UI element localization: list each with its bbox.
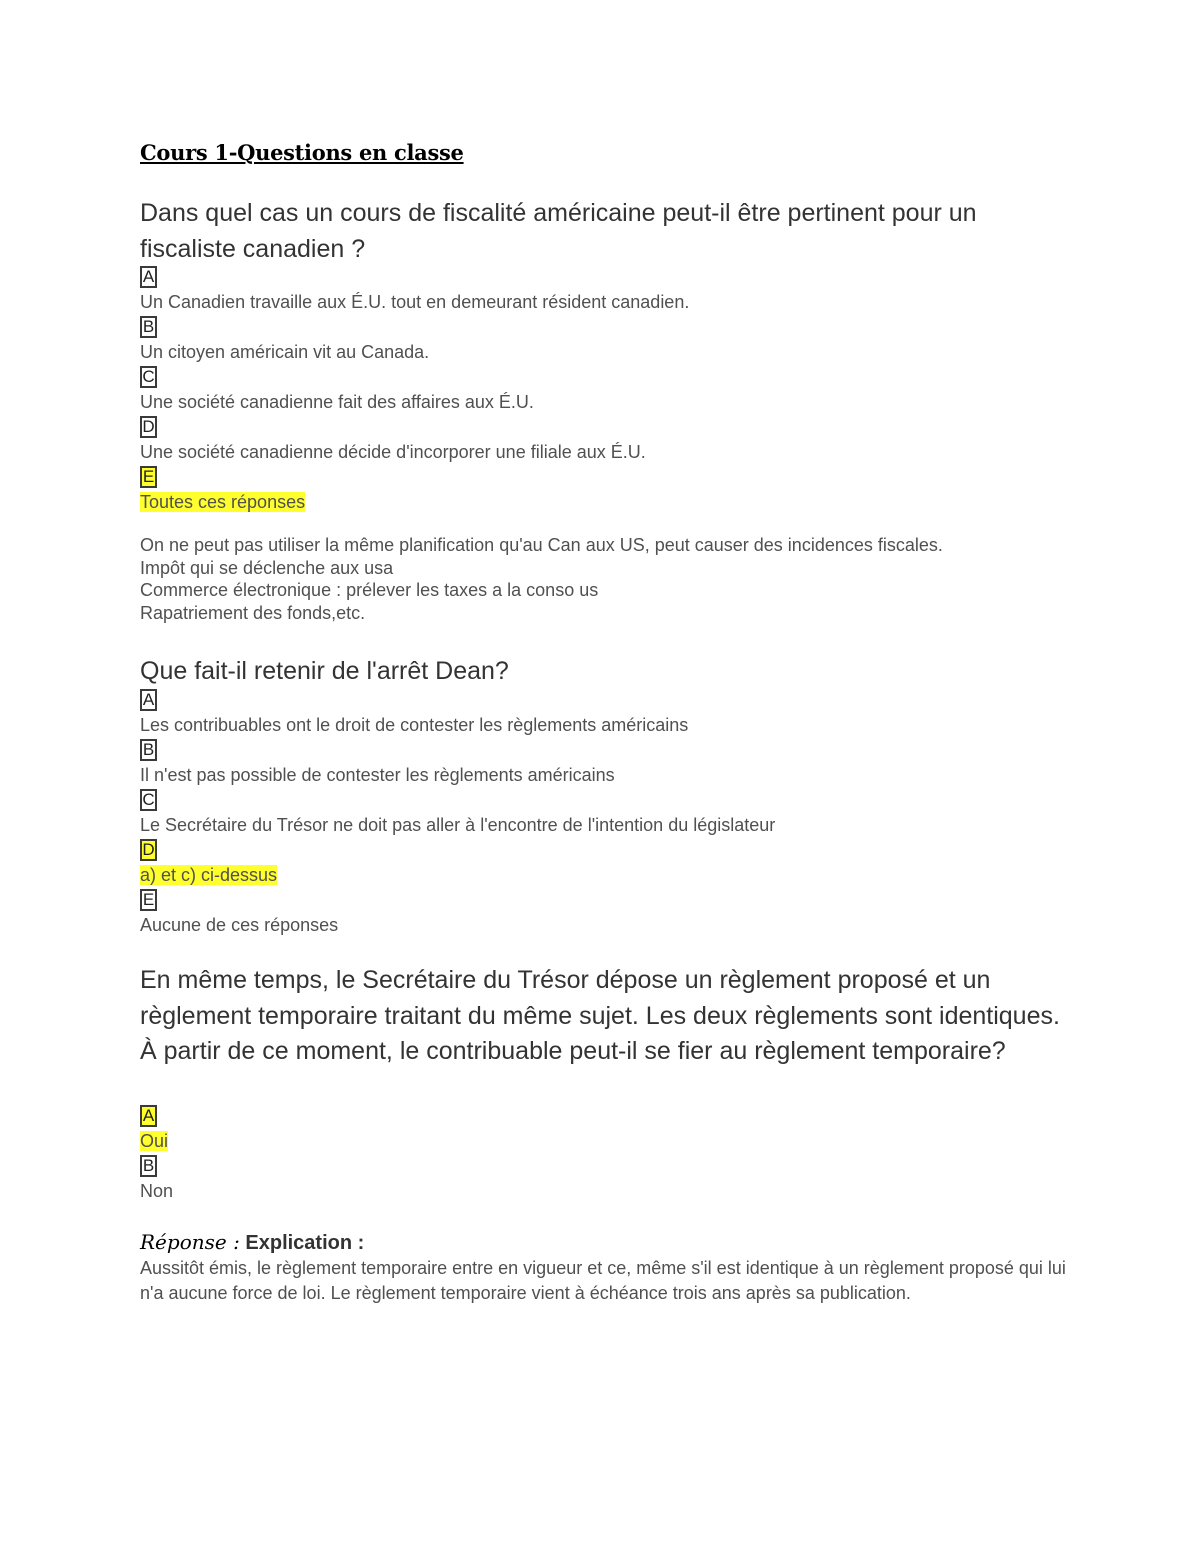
question-3-options bbox=[140, 1104, 1100, 1204]
option-text-a: Un Canadien travaille aux É.U. tout en demeurant résident canadien. bbox=[140, 292, 690, 312]
question-3-text: En même temps, le Secrétaire du Trésor dépose un règlement proposé et un règlement temporaire traitant du même sujet. Les deux règlements sont identiques. À partir de ce moment, le contribuable peut-il se fier au règlement temporaire? bbox=[140, 966, 1060, 1065]
option-letter-b: B bbox=[140, 316, 157, 338]
question-2-text: Que fait-il retenir de l'arrêt Dean? bbox=[140, 657, 509, 685]
explanation-label: Explication : bbox=[245, 1232, 365, 1254]
option-letter-b: B bbox=[140, 739, 157, 761]
option-letter-d: D bbox=[140, 416, 157, 438]
option-text-c: Une société canadienne fait des affaires aux É.U. bbox=[140, 392, 534, 412]
note-line: Impôt qui se déclenche aux usa bbox=[140, 557, 394, 578]
question-1-notes bbox=[140, 534, 1100, 624]
option-text-e: Aucune de ces réponses bbox=[140, 915, 339, 935]
option-text-b: Il n'est pas possible de contester les règlements américains bbox=[140, 765, 615, 785]
correct-option-text-d: a) et c) ci-dessus bbox=[140, 865, 278, 885]
correct-option-letter-e: E bbox=[140, 466, 157, 488]
note-line: Rapatriement des fonds,etc. bbox=[140, 602, 366, 623]
answer-label: Réponse : bbox=[140, 1230, 240, 1254]
correct-option-text-a: Oui bbox=[140, 1131, 169, 1151]
option-text-b: Non bbox=[140, 1181, 174, 1201]
answer-heading bbox=[140, 1230, 364, 1255]
document-title: Cours 1-Questions en classe bbox=[140, 140, 464, 165]
correct-option-letter-a: A bbox=[140, 1105, 157, 1127]
question-1-options bbox=[140, 265, 1100, 515]
option-letter-a: A bbox=[140, 689, 157, 711]
correct-option-letter-d: D bbox=[140, 839, 157, 861]
option-letter-c: C bbox=[140, 366, 157, 388]
option-letter-c: C bbox=[140, 789, 157, 811]
option-letter-b: B bbox=[140, 1155, 157, 1177]
note-line: On ne peut pas utiliser la même planification qu'au Can aux US, peut causer des incidences fiscales. bbox=[140, 535, 943, 555]
correct-option-text-e: Toutes ces réponses bbox=[140, 492, 306, 512]
question-1-text: Dans quel cas un cours de fiscalité américaine peut-il être pertinent pour un fiscaliste canadien ? bbox=[140, 199, 977, 263]
note-line: Commerce électronique : prélever les taxes a la conso us bbox=[140, 580, 599, 600]
option-text-c: Le Secrétaire du Trésor ne doit pas aller à l'encontre de l'intention du législateur bbox=[140, 815, 776, 835]
option-text-d: Une société canadienne décide d'incorporer une filiale aux É.U. bbox=[140, 442, 646, 462]
option-text-b: Un citoyen américain vit au Canada. bbox=[140, 342, 430, 362]
option-text-a: Les contribuables ont le droit de contester les règlements américains bbox=[140, 715, 689, 735]
question-2-options bbox=[140, 688, 1100, 938]
option-letter-a: A bbox=[140, 266, 157, 288]
option-letter-e: E bbox=[140, 889, 157, 911]
explanation-text: Aussitôt émis, le règlement temporaire entre en vigueur et ce, même s'il est identique à un règlement proposé qui lui n'a aucune force de loi. Le règlement temporaire vient à échéance trois ans après sa publication. bbox=[140, 1258, 1066, 1303]
